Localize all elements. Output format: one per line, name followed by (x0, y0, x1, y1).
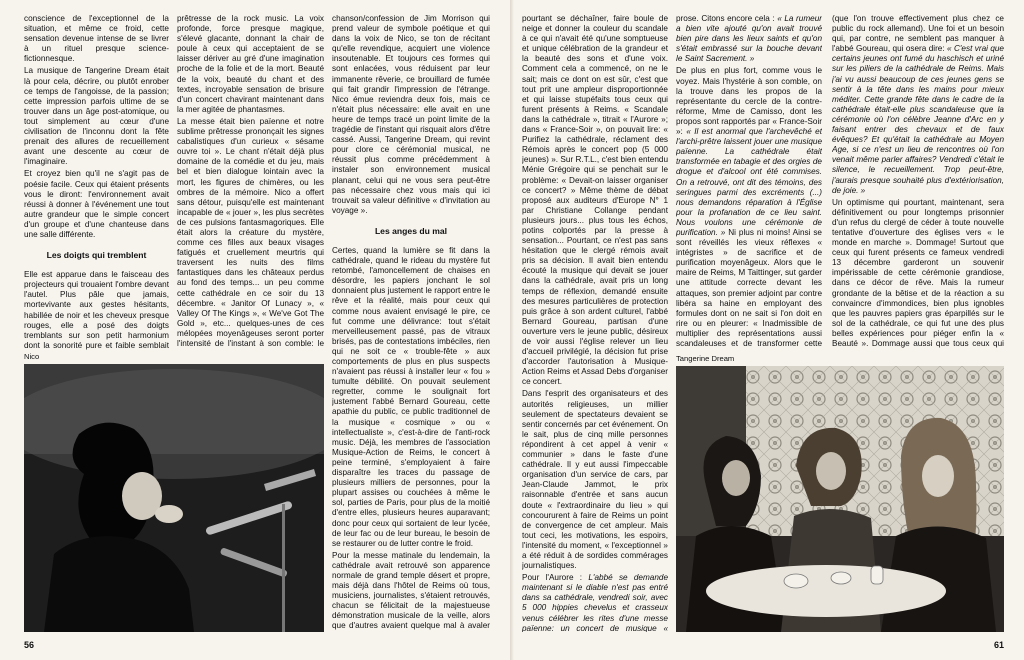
band-photo-tangerine-dream (676, 366, 1004, 632)
text-run: prose. Citons encore cela : (676, 14, 778, 23)
text-run: Ni plus ni moins! Ainsi se sont réveillés les vieux réflexes « intégristes » de sacrifice et de purification moyenâgeux. Alors que le maire de Reims, M Taittinger, sut garder une attitude correcte devant les attaques, son premier adjoint par contre libéra sa haine en employant des formules dont on ne sait si l'on doit en rire ou en pleurer: « Inadmissible de multiplier des représentations aussi scandaleuses et de transformer cette (676, 227, 822, 348)
quote: « C'est vrai que certains jeunes ont fumé du haschisch et uriné sur les piliers de la cathédrale de Reims. Mais j'ai vu aussi beaucoup de ces jeunes gens se sentir à la tête dans les mains pour mieux méditer. Cette grande fête dans le cadre de la cathédrale était-elle plus scandaleuse que la cérémonie où l'on célèbre Jeanne d'Arc en y faisant entrer des chevaux et de faux évêques? Et qu'était la cathédrale au Moyen Age, si ce n'est un lieu de rencontres où l'on venait même parler affaires? Vendredi c'était le silence, le recueillement. Trop peut-être, j'aurais presque souhaité plus d'extériorisation, de joie. » (832, 44, 1004, 195)
paragraph: pourtant se déchaîner, faire boule de neige et donner la couleur du scandale à ce qui n'avait été qu'une somptueuse et unique célébration de la grandeur et la beauté des sons et d'une voix. Comment cela a commencé, on ne le sait; mais ce dont on est sûr, c'est que tout prit une ampleur disproportionnée et qui laisse stupéfaits tous ceux qui furent présents à Reims. « Scandale dans la cathédrale », titrait « l'Aurore »; dans « France-Soir », on pouvait lire: « Purifiez la cathédrale, réclament des Rémois après le concert pop (5 000 jeunes) ». Sur R.T.L., c'est bien entendu Ménie Grégoire qui se penchait sur le problème: « Devait-on laisser organiser ce concert? » Même thème de débat proposé aux auditeurs d'Europe N° 1 par Christiane Collange pendant plusieurs jours... plus tous les échos, potins colportés par la presse à sensation... Pourtant, ce n'est pas sans hésitation que le clergé rémois avait pris sa décision. Il avait bien entendu écouté la musique qui devait se jouer dans la cathédrale, avait pris un long temps de réflexion, demandé ensuite des mesures particulières de protection puis grâce à son ardent culturel, l'abbé Bernard Goureau, partisan d'une ouverture vers le jeune public, désireux de voir aussi l'église relever un lieu d'accueil privilégié, la décision fut prise d'accorder l'autorisation à Musique-Action Reims et Assad Debs d'organiser ce concert. (522, 14, 668, 387)
paragraph: Elle est apparue dans le faisceau des projecteurs qui trouaient l'ombre devant l'autel. Plus pâle que jamais, mortevivante aux gestes hésitants, habillée de noir et les cheveux presque rouges, elle a posé des doigts tremblants sur son petit harmonium dont la sonorité pure et faible semblait (24, 270, 169, 350)
photo-caption: Tangerine Dream (676, 354, 735, 363)
left-column-3 (332, 14, 490, 632)
paragraph (522, 573, 668, 632)
page-number: 56 (24, 640, 35, 650)
quote: L'abbé se demande maintenant si le diable n'est pas entré dans sa cathédrale, vendredi soir, avec 5 000 hippies chevelus et crasseux venus célébrer les rites d'une messe païenne: un concert de musique « (522, 573, 668, 632)
paragraph: prêtresse de la rock music. La voix profonde, force presque magique, s'élevé glacante, donnant la chair de poule à ceux qui acceptaient de se laisser dériver au gré d'une imagination proche de la folie et de la mort. Beauté de la voix, beauté du chant et des textes, incroyable sensation de brisure d'un concert chavirant maintenant dans la mer agitée de phantasmes. (177, 14, 324, 114)
right-page (512, 0, 1024, 660)
paragraph (676, 14, 822, 64)
section-heading: Les anges du mal (374, 225, 448, 236)
left-column-1 (24, 14, 169, 350)
text-run: (que l'on trouve effectivement plus chez ce public du rock allemand). Une foi et un besoin qui, par contre, ne semblent pas manquer à l'abbé Goureau, qui osera dire: (832, 14, 1004, 54)
left-column-2 (177, 14, 324, 350)
quote: « La rumeur a bien vite ajouté qu'on avait trouvé bien pire dans les lieux saints et qu'on s'était embrassé sur la bouche devant le Saint Sacrement. » (676, 14, 822, 64)
paragraph: Pour la messe matinale du lendemain, la cathédrale avait retrouvé son apparence normale de grand temple désert et propre, mais déjà dans l'hôtel de Reims où tous, musiciens, journalistes, s'étaient retrouvés, chacun se félicitait de la majestueuse démonstration musicale de la veille, alors que d'autres avaient quelque mal à avaler (332, 550, 490, 631)
paragraph: conscience de l'exceptionnel de la situation, et même ce froid, cette sensation devenue intense de se livrer à un rituel presque science-fictionnesque. (24, 14, 169, 64)
paragraph: La musique de Tangerine Dream était là pour cela, décrire, ou plutôt enrober ce temps de l'angoisse, de la passion; cette impression parfois ultime de se trouver dans un âge post-atomique, ou tout simplement au cœur d'une civilisation de l'inconnu dont la fête prenait des allures de recueillement avant une descente au cœur de l'imaginaire. (24, 66, 169, 167)
concert-photo-nico (24, 364, 324, 632)
right-column-2 (676, 14, 822, 350)
text-run: Pour l'Aurore : (522, 573, 589, 583)
photo-caption: Nico (24, 352, 40, 361)
section-heading: Les doigts qui tremblent (46, 250, 147, 261)
paragraph: La messe était bien païenne et notre sublime prêtresse prononçait les signes cabalistiques d'un curieux « sésame ouvre toi ». Le chant n'était déjà plus domaine de la comédie et du jeu, mais bel et bien dialogue lointain avec la mort, les figures de chimères, ou les ombres de la mémoire. Nico a offert sans détour, puisqu'elle est maintenant incapable de « jouer », les plus secrètes de ces pulsions fantasmagoriques. Elle était alors la créature du mystère, comme ces filles aux beaux visages fatigués et cruellement meurtris qui traversent les nuits des films fantastiques dans les châteaux perdus au fond des temps... un peu comme cette cathédrale en ce soir du 13 décembre. « Janitor Of Lunacy », « Valley Of The Kings », « We've Got The Gold », etc... quelques-unes de ces mélopées moyenâgeuses seront porter l'intensité de l'instant à son comble: le (177, 116, 324, 348)
paragraph (832, 14, 1004, 196)
quote: « Il est anormal que l'archevêché et l'archi-prêtre laissent jouer une musique païenne. La cathédrale était transformée en tabagie et des orgies de drogue et d'alcool ont été commises. On a retrouvé, ont dit des témoins, des seringues parmi des excréments (...) nous demandons réparation à l'Église pour la profanation de ce lieu saint. Nous voulons une cérémonie de purification. » (676, 127, 822, 237)
nico-photo-illustration (24, 364, 324, 632)
page-number: 61 (993, 640, 1004, 650)
paragraph (676, 66, 822, 350)
paragraph: Dans l'esprit des organisateurs et des autorités religieuses, un millier seulement de spectateurs devaient se sentir concernés par cet événement. On le sait, plus de cinq mille personnes répondirent à cet appel à venir « communier » dans le faste d'une cathédrale. Il y eut aussi l'impeccable organisation d'un service de cars, par Jean-Claude Jammot, le prix raisonnable d'entrée et sans aucun doute « l'extraordinaire du lieu » qui concoururent à faire de Reims un point de convergence de cet ampleur. Mais tout ceci, les motivations, les espoirs, l'intensité du moment, « l'exceptionnel » a été réduit à de sordides commérages journalistiques. (522, 389, 668, 571)
right-column-1 (522, 14, 668, 632)
paragraph: Certes, quand la lumière se fit dans la cathédrale, quand le rideau du mystère fut retombé, l'amoncellement de chaises en désordre, les papiers jonchant le sol donnaient plus justement le rapport entre le rêve et la réalité, mais pour ceux qui comme nous avaient envisagé le pire, ce fut comme une délivrance: tout s'était merveilleusement passé, pas de vitraux brisés, pas de contestations imbéciles, rien qui ne soit ce « trouble-fête » aux comportements de plus en plus suspects n'avaient pas réussi à installer leur « fou » tumulte débilité. On pouvait seulement regretter, comme le soulignait fort justement l'abbé Bernard Goureau, cette apathie du public, ce public traditionnel de la musique « cosmique » ou « intellectualiste », c'est-à-dire de l'anti-rock music. Déjà, les membres de l'association Musique-Action de Reims, le concert à peine terminé, s'employaient à faire disparaître les traces du passage de plusieurs milliers de personnes, pour la plupart assises ou couchées à même le sol, parties de Paris, pour plus de la moitié d'entre elles, plusieurs heures auparavant; donc pour ceux qui sortaient de leur lycée, de leur fac ou de leur bureau, le besoin de se restaurer ou de lutter contre le froid. (332, 245, 490, 548)
text-run: De plus en plus fort, comme vous le voyez. Mais l'hystérie à son comble, on la trouve dans les propos de la représentante du cercle de la contre-réforme, Mme de Camisso, dont les propos sont rapportés par « France-Soir »: (676, 66, 822, 137)
paragraph: Un optimisme qui pourtant, maintenant, sera définitivement ou pour longtemps prisonnier d'un refus du clergé de céder à toute nouvelle tentative d'ouverture des églises vers « le monde en marche ». Dommage! Surtout que ceux qui furent présents ce fameux vendredi 13 décembre garderont un souvenir impérissable de cette cérémonie grandiose, dans ce décor de rêve. Mais la rumeur grondante de la bêtise et de la réaction a su convaincre d'immondices, bien plus ignobles que les pauvres papiers gras éparpillés sur le sol de la cathédrale, ce qui fut une des plus belles expériences pour piéger enfin la « Beauté ». Dommage aussi que tous ceux qui (832, 197, 1004, 348)
right-column-3 (832, 14, 1004, 350)
paragraph: Et croyez bien qu'il ne s'agit pas de poésie facile. Ceux qui étaient présents vous le diront: l'environnement avait réussi à donner à l'événement une tout autre grandeur que le simple concert d'un groupe et d'une chanteuse dans une salle différente. (24, 169, 169, 239)
paragraph: chanson/confession de Jim Morrison qui prend valeur de symbole poétique et qui dans la voix de Nico, se ton de récitant qu'elle revendique, acquiert une violence insoutenable. Et toujours ces formes qui sont enlacées, vous réduisent par leur immanente rêverie, ce brouillard de fumée qui fait grandir l'impression de l'étrange. Nico émue reviendra deux fois, mais ce n'était plus nécessaire: elle avait en une heure de temps tracé un point limite de la tragédie de l'instant qui risquait alors d'être cassé. Aussi, Tangerine Dream, qui revint pour clore ce cérémonial musical, ne réussit plus comme précédemment à instaler son environnement musical planant, celui qui ne vous sera peut-être pas nécessaire chez vous mais qui ici trouvait sa valeur définitive « d'invitation au voyage ». (332, 14, 490, 215)
tangerine-dream-photo-illustration (676, 366, 1004, 632)
